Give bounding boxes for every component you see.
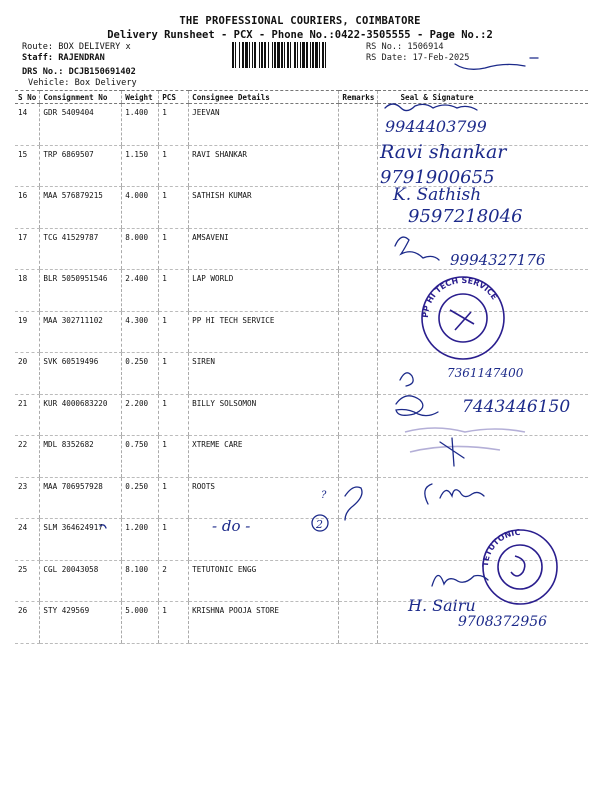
cell-weight: 0.750: [122, 436, 159, 478]
ditto-row24: - do -: [212, 517, 251, 535]
col-header-consignment: Consignment No: [40, 91, 122, 104]
runsheet-subtitle: Delivery Runsheet - PCX - Phone No.:0422-3505555 - Page No.:2: [107, 29, 493, 41]
cell-sno: 26: [15, 602, 40, 644]
cell-consignee: ROOTS: [189, 477, 339, 519]
cell-sno: 18: [15, 270, 40, 312]
cell-consignee: RAVI SHANKAR: [189, 145, 339, 187]
svg-text:TETUTONIC: [481, 528, 521, 567]
cell-pcs: 1: [159, 477, 189, 519]
cell-pcs: 1: [159, 228, 189, 270]
company-title: THE PROFESSIONAL COURIERS, COIMBATORE: [179, 15, 421, 27]
cell-consignment: BLR 5050951546: [40, 270, 122, 312]
cell-weight: 2.400: [122, 270, 159, 312]
cell-pcs: 1: [159, 519, 189, 561]
signature-row22: [440, 438, 464, 466]
cell-consignee: SATHISH KUMAR: [189, 187, 339, 229]
col-header-sno: S No: [15, 91, 40, 104]
cell-sno: 17: [15, 228, 40, 270]
vehicle-label: Vehicle:: [28, 78, 70, 88]
circled-number-row24: 2: [316, 518, 323, 531]
rs-number: RS No.: 1506914: [366, 42, 444, 52]
cell-consignee: LAP WORLD: [189, 270, 339, 312]
cell-pcs: 1: [159, 394, 189, 436]
cell-consignee: TETUTONIC ENGG: [189, 560, 339, 602]
signature-row23: [425, 484, 484, 504]
cell-weight: 0.250: [122, 477, 159, 519]
cell-weight: 5.000: [122, 602, 159, 644]
cell-consignment: KUR 4000683220: [40, 394, 122, 436]
signature-row17: [395, 237, 439, 260]
cell-consignment: SLM 364624917: [40, 519, 122, 561]
cell-pcs: 1: [159, 187, 189, 229]
cell-sno: 15: [15, 145, 40, 187]
signature-row20: [400, 373, 413, 386]
svg-text:PP HI TECH SERVICE: [421, 276, 499, 318]
tetutonic-stamp: [481, 528, 557, 604]
cell-weight: 0.250: [122, 353, 159, 395]
col-header-pcs: PCS: [159, 91, 189, 104]
phone-row20: 7361147400: [447, 366, 524, 380]
phone-row14: 9944403799: [385, 117, 487, 136]
cell-consignment: TCG 41529787: [40, 228, 122, 270]
cell-weight: 4.000: [122, 187, 159, 229]
cell-pcs: 1: [159, 104, 189, 146]
cell-consignment: MAA 576879215: [40, 187, 122, 229]
cell-sno: 20: [15, 353, 40, 395]
cell-consignee: XTREME CARE: [189, 436, 339, 478]
question-mark-label: ?: [321, 490, 327, 501]
question-mark-row24: [345, 487, 362, 520]
col-header-seal-signature: Seal & Signature: [378, 91, 588, 104]
cell-pcs: 1: [159, 436, 189, 478]
pp-hi-tech-stamp: [421, 276, 504, 359]
cell-sno: 24: [15, 519, 40, 561]
signature-row25: [432, 575, 488, 586]
cell-weight: 1.150: [122, 145, 159, 187]
cell-consignment: MAA 302711102: [40, 311, 122, 353]
cell-consignee: BILLY SOLSOMON: [189, 394, 339, 436]
name-row15: Ravi shankar: [380, 141, 507, 163]
route-label: Route:: [22, 42, 54, 52]
phone-row21: 7443446150: [462, 397, 571, 417]
cell-pcs: 1: [159, 311, 189, 353]
cell-consignment: TRP 6869507: [40, 145, 122, 187]
cell-consignee: AMSAVENI: [189, 228, 339, 270]
drs-label: DRS No.:: [22, 67, 64, 77]
cell-consignment: SVK 60519496: [40, 353, 122, 395]
cell-sno: 23: [15, 477, 40, 519]
cell-sno: 21: [15, 394, 40, 436]
cell-weight: 8.100: [122, 560, 159, 602]
cell-pcs: 2: [159, 560, 189, 602]
stamp-text-top: PP HI TECH SERVICE: [420, 275, 500, 319]
name-row16: K. Sathish: [393, 185, 482, 205]
cell-consignee: JEEVAN: [189, 104, 339, 146]
cell-consignment: MAA 706957928: [40, 477, 122, 519]
cell-pcs: 1: [159, 270, 189, 312]
phone-row15: 9791900655: [380, 167, 495, 188]
staff-label: Staff:: [22, 53, 54, 63]
tick-row24: [100, 525, 106, 528]
col-header-remarks: Remarks: [339, 91, 378, 104]
col-header-weight: Weight: [122, 91, 159, 104]
cell-consignment: MDL 8352682: [40, 436, 122, 478]
cell-pcs: 1: [159, 145, 189, 187]
cell-sno: 16: [15, 187, 40, 229]
ink-scribble: [455, 64, 525, 69]
phone-row17: 9994327176: [450, 251, 546, 269]
cell-sno: 25: [15, 560, 40, 602]
phone-row26: 9708372956: [458, 614, 548, 630]
cell-pcs: 1: [159, 353, 189, 395]
cell-consignee: PP HI TECH SERVICE: [189, 311, 339, 353]
phone-row16: 9597218046: [408, 206, 523, 227]
cell-consignee: KRISHNA POOJA STORE: [189, 602, 339, 644]
name-row26: H. Sairu: [408, 596, 476, 615]
faint-stamp-row22: [405, 428, 525, 452]
cell-pcs: 1: [159, 602, 189, 644]
cell-sno: 22: [15, 436, 40, 478]
signature-row14: [385, 104, 477, 111]
cell-consignee: SIREN: [189, 353, 339, 395]
cell-weight: 8.000: [122, 228, 159, 270]
cell-sno: 14: [15, 104, 40, 146]
cell-weight: 4.300: [122, 311, 159, 353]
cell-weight: 1.200: [122, 519, 159, 561]
signature-row21: [396, 396, 438, 416]
cell-weight: 2.200: [122, 394, 159, 436]
rs-date: RS Date: 17-Feb-2025: [366, 53, 470, 63]
cell-sno: 19: [15, 311, 40, 353]
staff-value: RAJENDRAN: [58, 53, 105, 63]
route-value: BOX DELIVERY x: [58, 42, 131, 52]
cell-consignment: GDR 5409404: [40, 104, 122, 146]
cell-consignment: STY 429569: [40, 602, 122, 644]
col-header-consignee: Consignee Details: [189, 91, 339, 104]
stamp-text-tetutonic: TETUTONIC: [480, 527, 521, 568]
cell-consignment: CGL 20043058: [40, 560, 122, 602]
vehicle-value: Box Delivery: [74, 78, 137, 88]
drs-value: DCJB150691402: [68, 67, 136, 77]
cell-weight: 1.400: [122, 104, 159, 146]
